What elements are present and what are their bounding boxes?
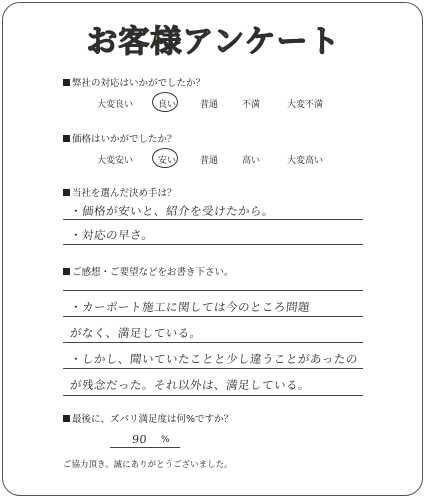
satisfaction-unit: % [161,435,170,445]
bullet-square-icon [63,189,70,196]
option-price-very-expensive[interactable]: 大変高い [287,156,324,166]
answer-rule [63,316,363,317]
question-service [63,75,205,89]
question-satisfaction [63,411,233,425]
option-service-good[interactable]: 良い [158,100,177,110]
question-comments-label: ご感想・ご要望などをお書き下さい。 [72,267,234,278]
option-price-expensive[interactable]: 高い [242,156,261,166]
bullet-square-icon [63,79,70,86]
answer-rule [63,244,363,245]
option-service-dissatisfied[interactable]: 不満 [242,100,261,110]
thank-you-message: ご協力頂き、誠にありがとうございました。 [63,460,233,470]
bullet-square-icon [63,415,70,422]
question-reason [63,185,177,199]
question-satisfaction-label: 最後に、ズバリ満足度は何%ですか？ [72,414,234,425]
satisfaction-value: 90 [131,433,148,446]
option-service-very-dissatisfied[interactable]: 大変不満 [287,100,324,110]
option-price-very-cheap[interactable]: 大変安い [97,156,134,166]
option-service-very-good[interactable]: 大変良い [97,100,134,110]
reason-answer-line-2: ・対応の早さ。 [69,228,155,242]
bullet-square-icon [63,135,70,142]
question-service-label: 弊社の対応はいかがでしたか？ [72,78,206,89]
selected-circle-service [152,92,178,112]
question-price [63,131,177,145]
option-price-normal[interactable]: 普通 [200,156,219,166]
comments-answer-line-3: ・しかし、聞いていたことと少し違うことがあったの [69,352,359,366]
question-price-label: 価格はいかがでしたか？ [72,134,177,145]
option-service-normal[interactable]: 普通 [200,100,219,110]
answer-rule [63,368,363,369]
answer-rule [63,342,363,343]
reason-answer-line-1: ・価格が安いと、紹介を受けたから。 [69,204,275,218]
question-reason-label: 当社を選んだ決め手は？ [72,188,177,199]
satisfaction-underline [110,447,180,448]
bullet-square-icon [63,268,70,275]
answer-rule [63,395,363,396]
answer-rule [63,219,363,220]
answer-rule [63,290,363,291]
selected-circle-price [152,148,178,168]
comments-answer-line-2: がなく、満足している。 [69,326,203,340]
question-comments [63,264,234,278]
comments-answer-line-1: ・カーポート施工に関しては今のところ問題 [69,300,311,314]
survey-title: お客様アンケート [86,24,341,60]
comments-answer-line-4: が残念だった。それ以外は、満足している。 [69,378,311,392]
option-price-cheap[interactable]: 安い [158,156,177,166]
